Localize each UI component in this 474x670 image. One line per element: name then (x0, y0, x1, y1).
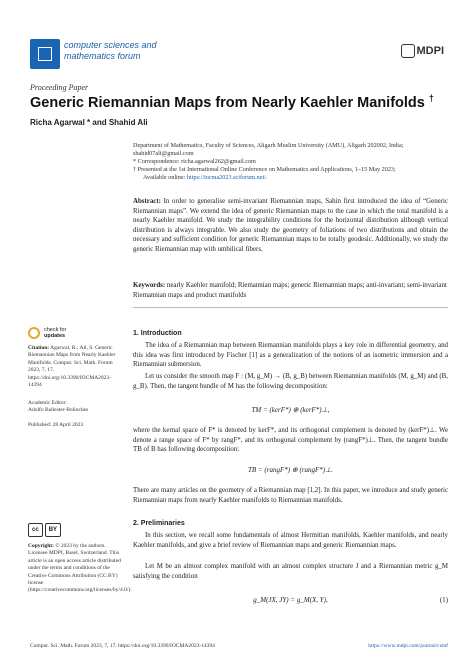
affiliations: Department of Mathematics, Faculty of Sciences, Aligarh Muslim University (AMU), Aligarh 202002, India; shahid07ali@gmail.com * Correspondence: richa.agarwal262@gmail.com † Presented at the 1st International Online Conference on Mathematics and Applications, 1–15 May 2023; Available online: https://iocma2023.sciforum.net/. (133, 142, 404, 181)
by-icon: BY (45, 523, 61, 537)
page-footer: Comput. Sci. Math. Forum 2023, 7, 17. https://doi.org/10.3390/IOCMA2023-14394 https://www.mdpi.com/journal/csmf (30, 643, 448, 649)
cc-license-badge[interactable] (28, 523, 61, 537)
citation: Citation: Agarwal, R.; Ali, S. Generic Riemannian Maps from Nearly Kaehler Manifolds. Comput. Sci. Math. Forum 2023, 7, 17. https://doi.org/10.3390/IOCMA2023-14394 (28, 345, 116, 389)
journal-name: computer sciences and mathematics forum (64, 40, 157, 61)
authors: Richa Agarwal * and Shahid Ali (30, 118, 148, 127)
published-date: Published: 28 April 2023 (28, 422, 84, 428)
intro-heading: 1. Introduction (133, 330, 182, 337)
publisher-logo: MDPI (401, 44, 445, 58)
paper-type: Proceeding Paper (30, 83, 89, 92)
check-updates-icon (28, 327, 40, 339)
abstract: Abstract: In order to generalise semi-invariant Riemannian maps, Sahin first introduced the idea of “Generic Riemannian maps”. We extend the idea of generic Riemannian maps to the case in which the total manifold is a nearly Kaehler manifold. We study the integrability conditions for the horizontal distribution although vertical distribution is always integrable. We also study the geometry of foliations of two distributions and obtain the necessary and sufficient condition for generic Riemannian maps to be totally geodesic. Additionally, we study the generic Riemannian map with umbilical fibers. (133, 198, 448, 253)
academic-editor: Academic Editor: Adolfo Ballester-Bolinches (28, 400, 89, 414)
divider (133, 307, 448, 308)
equation-2: TB = (rangF*) ⊕ (rangF*)⊥. (248, 466, 333, 474)
paper-title: Generic Riemannian Maps from Nearly Kaehler Manifolds † (30, 93, 434, 111)
conference-link[interactable]: https://iocma2023.sciforum.net/. (186, 174, 268, 181)
intro-para-1: The idea of a Riemannian map between Riemannian manifolds plays a key role in differential geometry, and this idea was first introduced by Fischer [1] as a generalization of the notions of an isometric immersion and a Riemannian submersion. (133, 342, 448, 369)
prelim-para-1: In this section, we recall some fundamentals of almost Hermitian manifolds, Kaehler manifolds, and nearly Kaehler manifolds, and give a brief review of Riemannian maps and generic Riemannian maps. (133, 532, 448, 549)
journal-logo (30, 39, 60, 69)
prelim-para-2: Let M be an almost complex manifold with an almost complex structure J and a Riemannian metric g_M satisfying the condition (133, 563, 448, 580)
keywords: Keywords: nearly Kaehler manifold; Riemannian maps; generic Riemannian maps; anti-invariant; semi-invariant Riemannian maps and product manifolds (133, 282, 447, 299)
copyright: Copyright: © 2023 by the authors. Licensee MDPI, Basel, Switzerland. This article is an open access article distributed under the terms and conditions of the Creative Commons Attribution (CC BY) license (https://creativecommons.org/licenses/by/4.0/). (28, 543, 132, 594)
intro-para-2: Let us consider the smooth map F : (M, g_M) → (B, g_B) between Riemannian manifolds (M, g_M) and (B, g_B). Then, the tangent bundle of M has the following decomposition: (133, 373, 448, 390)
equation-1: TM = (kerF*) ⊕ (kerF*)⊥, (251, 406, 330, 414)
mdpi-icon (401, 44, 415, 58)
equation-3-number: (1) (439, 596, 448, 604)
intro-para-4: There are many articles on the geometry of a Riemannian map [1,2]. In this paper, we introduce and study generic Riemannian maps from nearly Kaehler manifolds to Riemannian manifolds. (133, 487, 448, 504)
prelim-heading: 2. Preliminaries (133, 520, 185, 527)
intro-para-3: where the kernal space of F* is denoted by kerF*, and its orthogonal complement is denoted by (kerF*)⊥. We denote a range space of F* by rangF*, and its orthogonal complement by (rangF*)⊥. Then, the tangent bundle TB of B has following decomposition: (133, 427, 448, 454)
equation-3: g_M(JX, JY) = g_M(X, Y), (253, 596, 328, 604)
check-for-updates[interactable]: check for updates (28, 327, 66, 339)
cc-icon: cc (28, 523, 43, 537)
